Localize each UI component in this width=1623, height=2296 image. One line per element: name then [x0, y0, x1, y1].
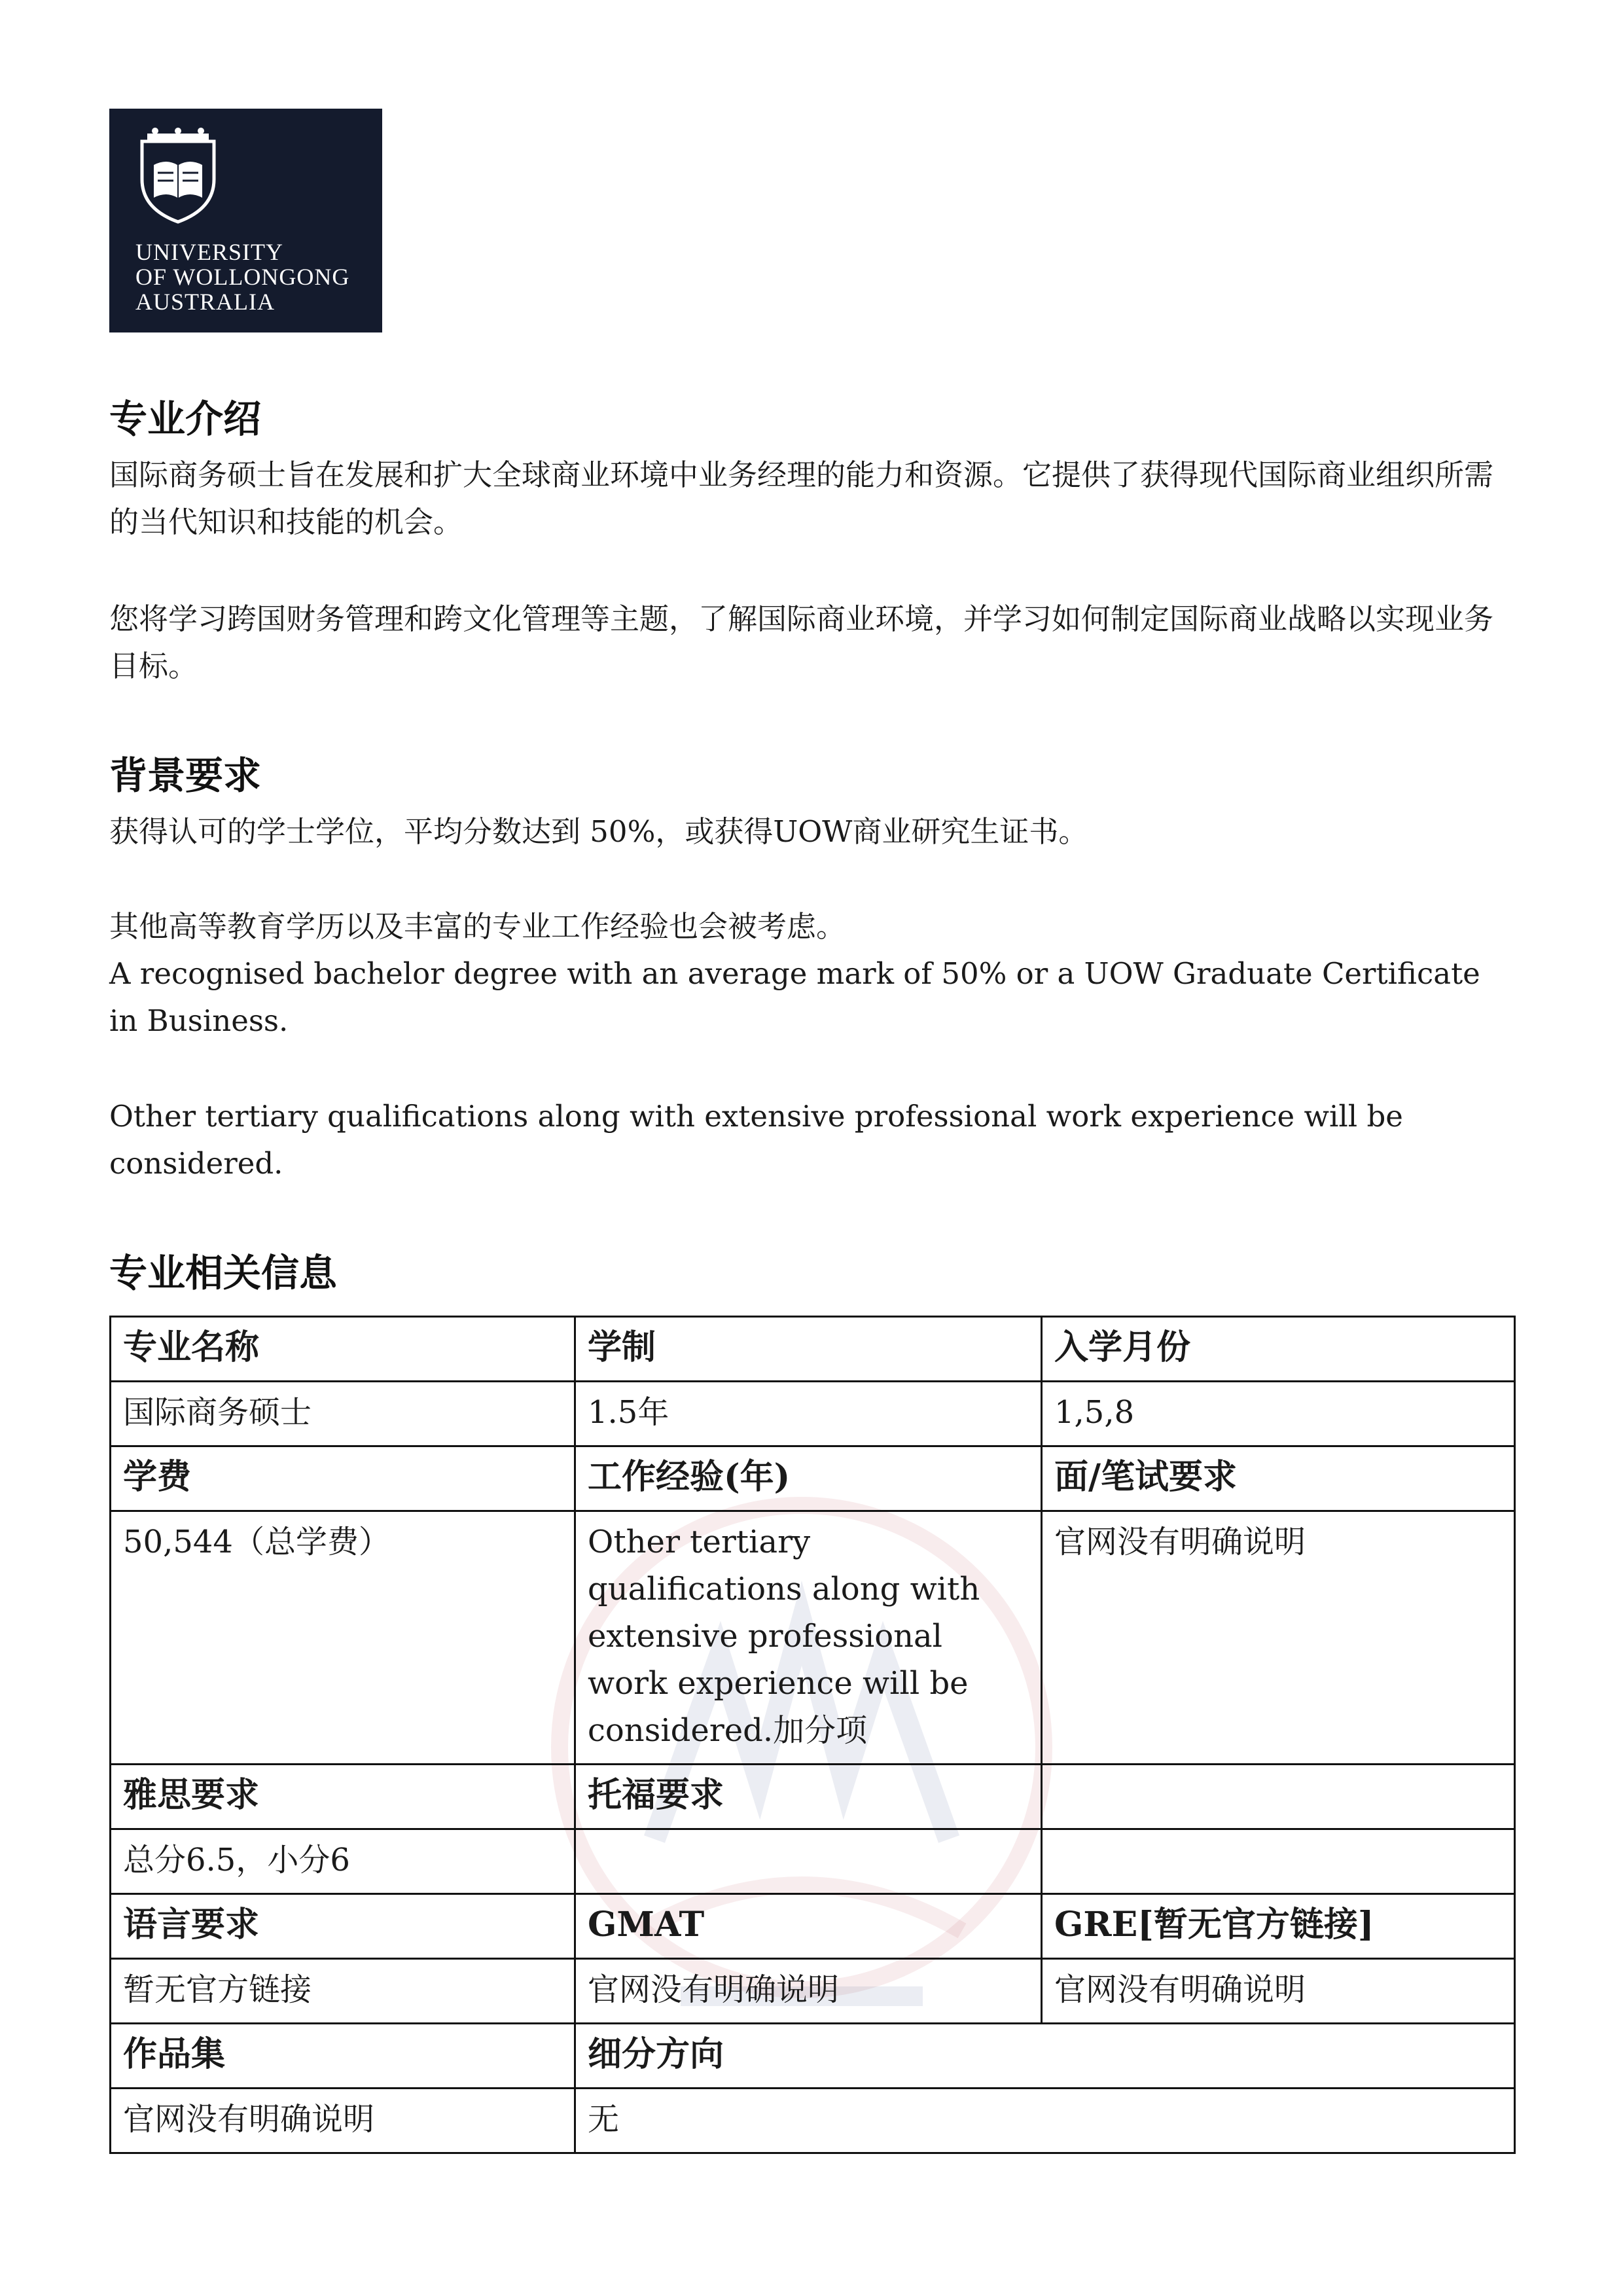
background-paragraph-1: 获得认可的学士学位，平均分数达到 50%，或获得UOW商业研究生证书。 — [109, 814, 1088, 849]
table-row — [111, 1382, 1515, 1446]
table-cell: 官网没有明确说明 — [111, 2089, 575, 2153]
logo-line-3: AUSTRALIA — [135, 289, 275, 315]
crest-icon — [135, 127, 221, 225]
intro-paragraph-1: 国际商务硕士旨在发展和扩大全球商业环境中业务经理的能力和资源。它提供了获得现代国际商业组织所需的当代知识和技能的机会。 — [109, 457, 1494, 539]
table-cell: 官网没有明确说明 — [575, 1959, 1042, 2024]
table-cell: Other tertiary qualifications along with extensive professional work experience will be considered.加分项 — [575, 1511, 1042, 1765]
program-info-table — [109, 1316, 1516, 2154]
table-header-cell: GMAT — [575, 1894, 1042, 1959]
table-row — [111, 1511, 1515, 1765]
table-header-cell: 细分方向 — [575, 2024, 1515, 2089]
intro-paragraph-2: 您将学习跨国财务管理和跨文化管理等主题，了解国际商业环境，并学习如何制定国际商业战略以实现业务目标。 — [109, 601, 1494, 683]
table-cell: 1,5,8 — [1042, 1382, 1515, 1446]
table-header-cell: 语言要求 — [111, 1894, 575, 1959]
background-paragraph-2: 其他高等教育学历以及丰富的专业工作经验也会被考虑。 — [109, 909, 846, 944]
table-row — [111, 1829, 1515, 1894]
table-cell — [575, 1829, 1042, 1894]
background-paragraph-3: A recognised bachelor degree with an average mark of 50% or a UOW Graduate Certificate in Business. — [109, 956, 1480, 1038]
table-cell: 1.5年 — [575, 1382, 1042, 1446]
table-row — [111, 2089, 1515, 2153]
table-header-cell: 作品集 — [111, 2024, 575, 2089]
table-header-cell: 托福要求 — [575, 1765, 1042, 1829]
section-title-intro: 专业介绍 — [109, 397, 262, 441]
table-header-cell: GRE[暂无官方链接] — [1042, 1894, 1515, 1959]
table-cell — [1042, 1829, 1515, 1894]
section-title-info: 专业相关信息 — [109, 1251, 338, 1295]
table-header-cell — [1042, 1765, 1515, 1829]
table-cell: 50,544（总学费） — [111, 1511, 575, 1765]
table-cell: 无 — [575, 2089, 1515, 2153]
table-row — [111, 1959, 1515, 2024]
table-header-cell: 工作经验(年) — [575, 1446, 1042, 1511]
table-header-row — [111, 1317, 1515, 1382]
background-paragraph-4: Other tertiary qualifications along with extensive professional work experience will be considered. — [109, 1099, 1403, 1181]
table-cell: 国际商务硕士 — [111, 1382, 575, 1446]
table-cell: 官网没有明确说明 — [1042, 1511, 1515, 1765]
table-header-cell: 雅思要求 — [111, 1765, 575, 1829]
table-cell: 官网没有明确说明 — [1042, 1959, 1515, 2024]
table-header-cell: 学费 — [111, 1446, 575, 1511]
logo-line-1: UNIVERSITY — [135, 239, 283, 265]
university-logo — [109, 109, 382, 332]
table-header-row — [111, 1446, 1515, 1511]
logo-line-2: OF WOLLONGONG — [135, 264, 350, 290]
table-cell: 总分6.5，小分6 — [111, 1829, 575, 1894]
table-header-row — [111, 1894, 1515, 1959]
table-header-row — [111, 2024, 1515, 2089]
table-header-row — [111, 1765, 1515, 1829]
table-header-cell: 学制 — [575, 1317, 1042, 1382]
table-cell: 暂无官方链接 — [111, 1959, 575, 2024]
section-title-background: 背景要求 — [109, 753, 262, 798]
table-header-cell: 面/笔试要求 — [1042, 1446, 1515, 1511]
table-header-cell: 专业名称 — [111, 1317, 575, 1382]
table-header-cell: 入学月份 — [1042, 1317, 1515, 1382]
